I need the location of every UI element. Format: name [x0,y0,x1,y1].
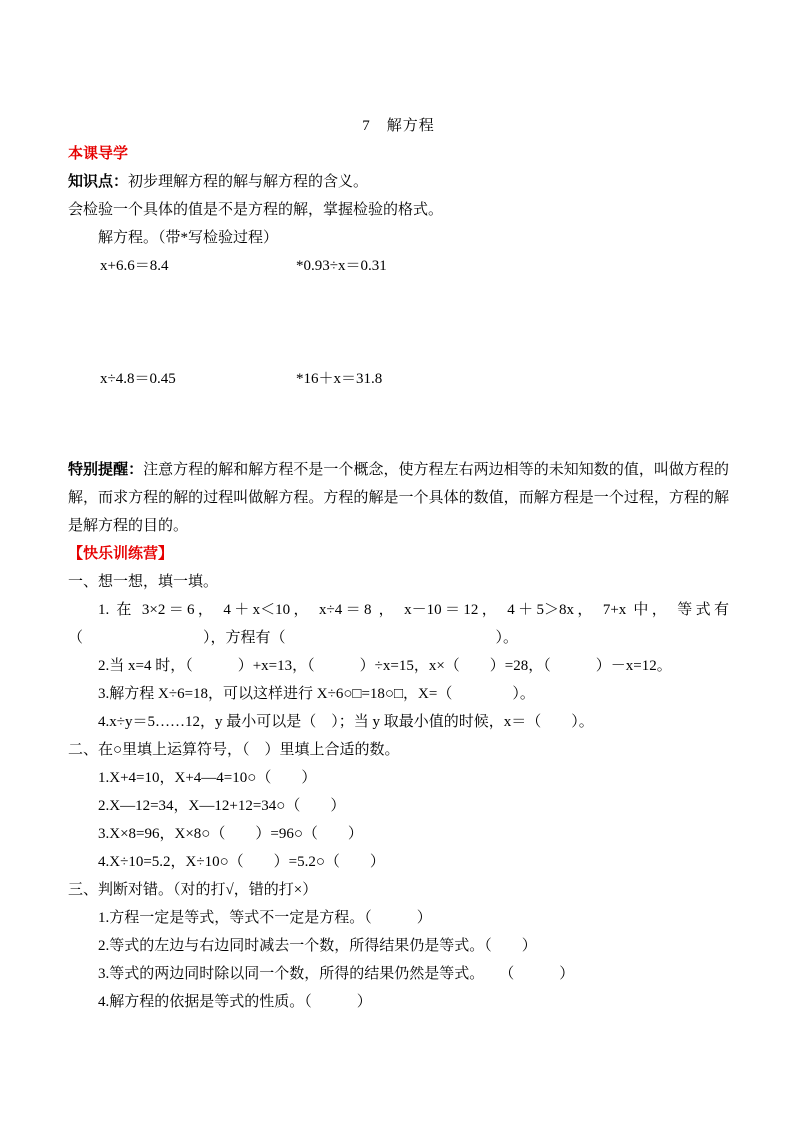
part1-item3: 3.解方程 X÷6=18，可以这样进行 X÷6○□=18○□，X=（ ）。 [98,686,535,702]
part1-item1-line1: 1. 在 3×2＝6， 4＋x＜10， x÷4＝8 ， x－10＝12， 4＋5＞8x， 7+x 中， 等式有 [98,602,729,618]
knowledge-point-text: 初步理解方程的解与解方程的含义。 [128,174,369,190]
part1-item2: 2.当 x=4 时，（ ）+x=13，（ ）÷x=15，x×（ ）=28，（ ）－x=12。 [98,658,672,674]
equation-row-2 [68,365,729,393]
part3-item4: 4.解方程的依据是等式的性质。（ ） [98,994,372,1010]
part3-item1: 1.方程一定是等式，等式不一定是方程。（ ） [98,910,432,926]
part3-title: 三、判断对错。（对的打√，错的打×） [68,882,318,898]
knowledge-point-label: 知识点： [68,174,129,190]
part1-item1-line2: （ ），方程有（ ）。 [68,630,519,646]
part2-item4: 4.X÷10=5.2，X÷10○（ ）=5.2○（ ） [98,854,385,870]
equation-2: *0.93÷x＝0.31 [296,258,387,274]
special-reminder-text: 注意方程的解和解方程不是一个概念，使方程左右两边相等的未知知数的值，叫做方程的解，而求方程的解的过程叫做解方程。方程的解是一个具体的数值，而解方程是一个过程，方程的解是解方程的目的。 [68,462,729,534]
equation-4: *16＋x＝31.8 [296,371,383,387]
special-reminder-paragraph [68,456,729,540]
solve-instruction-line: 解方程。（带*写检验过程） [98,230,279,246]
part2-item3: 3.X×8=96，X×8○（ ）=96○（ ） [98,826,363,842]
part3-item2: 2.等式的左边与右边同时减去一个数，所得结果仍是等式。（ ） [98,938,537,954]
training-camp-heading: 【快乐训练营】 [68,546,174,562]
part2-title: 二、在○里填上运算符号，（ ）里填上合适的数。 [68,742,400,758]
page-title: 7 解方程 [362,118,435,134]
knowledge-point-line [68,168,729,196]
equation-3: x÷4.8＝0.45 [100,371,176,387]
part1-item4: 4.x÷y＝5……12，y 最小可以是（ ）；当 y 取最小值的时候，x＝（ ）。 [98,714,594,730]
part2-item1: 1.X+4=10，X+4—4=10○（ ） [98,770,317,786]
part2-item2: 2.X—12=34，X—12+12=34○（ ） [98,798,346,814]
equation-row-1 [68,252,729,280]
part3-item3: 3.等式的两边同时除以同一个数，所得的结果仍然是等式。 （ ） [98,966,575,982]
special-reminder-label: 特别提醒： [68,462,144,478]
equation-1: x+6.6＝8.4 [100,258,169,274]
check-format-line: 会检验一个具体的值是不是方程的解，掌握检验的格式。 [68,202,444,218]
lesson-guide-heading: 本课导学 [68,146,129,162]
part1-title: 一、想一想，填一填。 [68,574,219,590]
